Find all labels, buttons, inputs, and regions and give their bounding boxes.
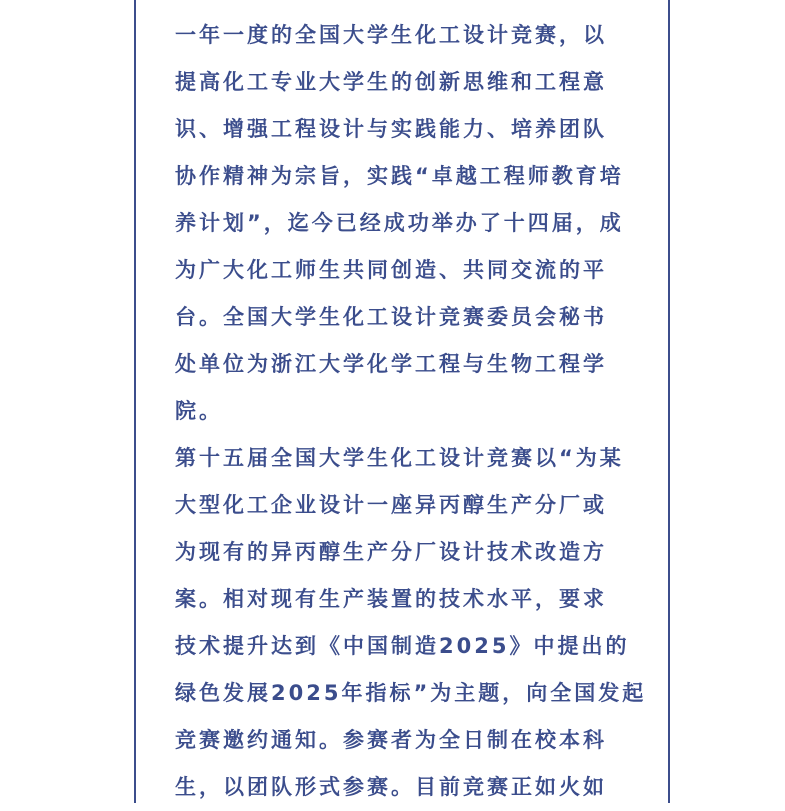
text-line: 为现有的异丙醇生产分厂设计技术改造方 xyxy=(175,540,607,564)
article-body xyxy=(175,12,647,811)
text-line: 识、增强工程设计与实践能力、培养团队 xyxy=(175,117,607,141)
text-line: 生，以团队形式参赛。目前竞赛正如火如 xyxy=(175,775,607,799)
text-line: 绿色发展2025年指标”为主题，向全国发起 xyxy=(175,681,647,705)
text-line: 技术提升达到《中国制造2025》中提出的 xyxy=(175,634,630,658)
text-line: 处单位为浙江大学化学工程与生物工程学 xyxy=(175,352,607,376)
text-line: 台。全国大学生化工设计竞赛委员会秘书 xyxy=(175,305,607,329)
text-line: 案。相对现有生产装置的技术水平，要求 xyxy=(175,587,607,611)
text-line: 提高化工专业大学生的创新思维和工程意 xyxy=(175,70,607,94)
text-line: 一年一度的全国大学生化工设计竞赛，以 xyxy=(175,23,607,47)
text-line: 养计划”，迄今已经成功举办了十四届，成 xyxy=(175,211,624,235)
text-line: 为广大化工师生共同创造、共同交流的平 xyxy=(175,258,607,282)
text-line: 大型化工企业设计一座异丙醇生产分厂或 xyxy=(175,493,607,517)
text-line: 院。 xyxy=(175,399,223,423)
text-line: 第十五届全国大学生化工设计竞赛以“为某 xyxy=(175,446,624,470)
text-line: 协作精神为宗旨，实践“卓越工程师教育培 xyxy=(175,164,624,188)
text-line: 竞赛邀约通知。参赛者为全日制在校本科 xyxy=(175,728,607,752)
